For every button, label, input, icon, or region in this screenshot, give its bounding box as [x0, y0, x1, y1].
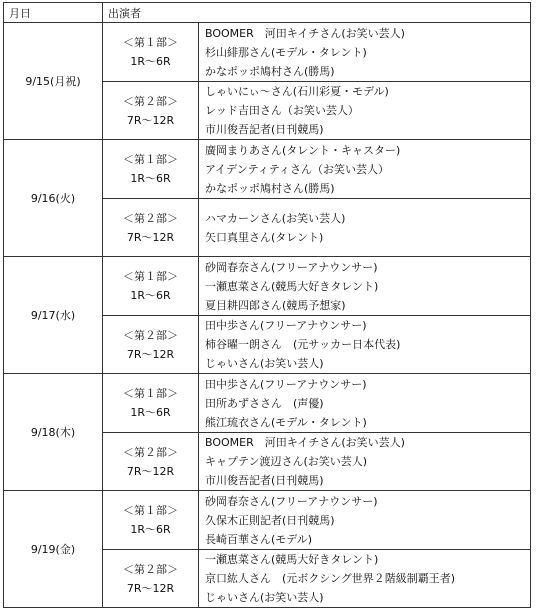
part-cell: [103, 82, 199, 140]
performer-name: 廣岡まりあさん(タレント・キャスター): [205, 143, 401, 157]
schedule-row: [4, 257, 531, 316]
performer-name: しゃいにぃ～さん(石川彩夏・モデル): [205, 85, 389, 98]
schedule-row: [4, 374, 531, 433]
part-label: ＜第１部＞: [123, 153, 178, 166]
race-range: 7R～12R: [126, 347, 175, 361]
part-cell: [103, 316, 199, 374]
race-range: 1R～6R: [130, 55, 171, 68]
performers-cell: [199, 140, 531, 199]
schedule-row: [4, 23, 531, 82]
performer-name: 一瀬恵菜さん(競馬大好きタレント): [205, 279, 379, 293]
part-label: ＜第１部＞: [123, 36, 178, 49]
performer-name: じゃいさん(お笑い芸人): [205, 591, 324, 604]
race-range: 7R～12R: [126, 464, 175, 478]
performer-name: 熊江琉衣さん(モデル・タレント): [205, 415, 367, 429]
date-cell: 9/19(金): [4, 491, 103, 608]
performers-cell: [199, 257, 531, 316]
performers-cell: [199, 316, 531, 374]
performers-cell: [199, 550, 531, 608]
header-date: 月日: [4, 3, 103, 23]
part-label: ＜第１部＞: [123, 387, 178, 400]
part-label: ＜第２部＞: [123, 562, 178, 576]
race-range: 1R～6R: [130, 523, 171, 536]
performer-name: 市川俊吾記者(日刊競馬): [205, 123, 324, 136]
performer-name: じゃいさん(お笑い芸人): [205, 357, 324, 370]
performers-cell: [199, 491, 531, 550]
part-cell: [103, 433, 199, 491]
performer-name: 夏目耕四郎さん(競馬予想家): [205, 298, 346, 312]
schedule-row: [4, 140, 531, 199]
date-cell: 9/16(火): [4, 140, 103, 257]
part-cell: [103, 140, 199, 199]
performer-name: アイデンティティさん（お笑い芸人）: [205, 162, 390, 176]
performer-name: 田中歩さん(フリーアナウンサー): [205, 377, 367, 391]
part-label: ＜第２部＞: [123, 445, 178, 459]
schedule-row: [4, 491, 531, 550]
part-cell: [103, 491, 199, 550]
header-row: [4, 3, 531, 23]
part-cell: [103, 550, 199, 608]
part-label: ＜第１部＞: [123, 504, 178, 517]
race-range: 7R～12R: [126, 581, 175, 595]
performers-cell: [199, 199, 531, 257]
performer-name: 柿谷曜一朗さん (元サッカー日本代表): [205, 338, 401, 351]
part-label: ＜第１部＞: [123, 270, 178, 283]
performer-name: 久保木正則記者(日刊競馬): [205, 513, 335, 527]
header-performers: 出演者: [103, 3, 531, 23]
performer-name: 矢口真里さん(タレント): [205, 230, 324, 244]
performer-name: 杉山緋那さん(モデル・タレント): [205, 45, 367, 59]
schedule-table: [3, 2, 531, 608]
date-cell: 9/15(月祝): [4, 23, 103, 140]
performer-name: 田中歩さん(フリーアナウンサー): [205, 319, 367, 332]
performer-name: 長崎百華さん(モデル): [205, 532, 313, 546]
date-cell: 9/18(木): [4, 374, 103, 491]
performers-cell: [199, 82, 531, 140]
part-cell: [103, 23, 199, 82]
performer-name: レッド吉田さん（お笑い芸人）: [205, 104, 359, 117]
race-range: 1R～6R: [130, 172, 171, 185]
performer-name: キャプテン渡辺さん(お笑い芸人): [205, 455, 368, 468]
race-range: 7R～12R: [126, 230, 175, 244]
performer-name: 田所あずささん (声優): [205, 396, 324, 410]
part-label: ＜第２部＞: [123, 328, 178, 342]
performer-name: 市川俊吾記者(日刊競馬): [205, 474, 324, 487]
race-range: 1R～6R: [130, 289, 171, 302]
performer-name: 一瀬恵菜さん(競馬大好きタレント): [205, 553, 379, 566]
performer-name: かなポッポ鳩村さん(勝馬): [205, 64, 335, 78]
performers-cell: [199, 23, 531, 82]
performer-name: 砂岡春奈さん(フリーアナウンサー): [205, 260, 378, 274]
race-range: 1R～6R: [130, 406, 171, 419]
part-cell: [103, 257, 199, 316]
performer-name: 京口紘人さん (元ボクシング世界２階級制覇王者): [205, 572, 456, 585]
performer-name: 砂岡春奈さん(フリーアナウンサー): [205, 494, 378, 508]
part-cell: [103, 199, 199, 257]
performer-name: BOOMER 河田キイチさん(お笑い芸人): [205, 436, 405, 449]
race-range: 7R～12R: [126, 113, 175, 127]
part-label: ＜第２部＞: [123, 94, 178, 108]
performers-cell: [199, 433, 531, 491]
performer-name: BOOMER 河田キイチさん(お笑い芸人): [205, 26, 405, 40]
performer-name: ハマカーンさん(お笑い芸人): [205, 211, 346, 225]
part-cell: [103, 374, 199, 433]
performer-name: かなポッポ鳩村さん(勝馬): [205, 181, 335, 195]
performers-cell: [199, 374, 531, 433]
date-cell: 9/17(水): [4, 257, 103, 374]
part-label: ＜第２部＞: [123, 211, 178, 225]
